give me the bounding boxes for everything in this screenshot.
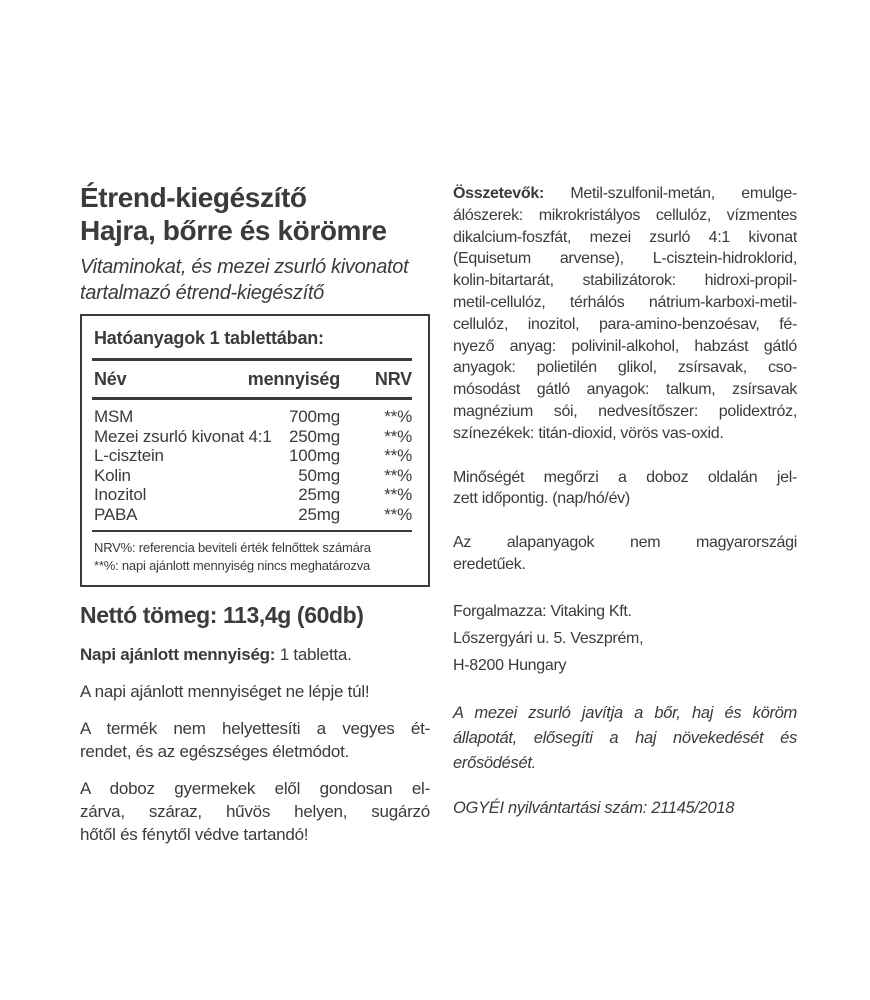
cell-nrv: **% [384, 504, 412, 524]
cell-amount: 25mg [298, 485, 340, 504]
ingredients-line: magnézium sói, nedvesítőszer: polidextróz, [453, 402, 797, 420]
health-claim-line3: erősödését. [453, 753, 536, 772]
origin-note [453, 532, 797, 576]
cell-name: PABA [94, 504, 138, 524]
origin-line2: eredetűek. [453, 555, 526, 573]
cell-amount: 250mg [289, 426, 340, 446]
table-body [92, 400, 412, 530]
cell-nrv: **% [384, 485, 412, 504]
origin-line1: Az alapanyagok nem magyarországi [453, 534, 797, 552]
cell-name: L-cisztein [94, 446, 164, 465]
ingredients-label: Összetevők: [453, 185, 544, 202]
warning-storage-line1: A doboz gyermekek elől gondosan el- [80, 779, 430, 798]
cell-nrv: **% [384, 465, 412, 485]
product-subtitle-line2: tartalmazó étrend-kiegészítő [80, 282, 324, 304]
distributor-name: Forgalmazza: Vitaking Kft. [453, 602, 632, 620]
column-header-name: Név [94, 369, 127, 389]
ingredients-line: cellulóz, inozitol, para-amino-benzoésav, fé- [453, 315, 797, 333]
product-subtitle-line1: Vitaminokat, és mezei zsurló kivonatot [80, 256, 409, 278]
ingredients-line: dikalcium-foszfát, mezei zsurló 4:1 kivonat [453, 228, 797, 246]
table-footnotes [92, 532, 412, 575]
cell-nrv: **% [384, 426, 412, 446]
best-before-line1: Minőségét megőrzi a doboz oldalán jel- [453, 468, 797, 486]
warning-storage [80, 777, 430, 846]
warning-storage-line2: zárva, száraz, hűvös helyen, sugárzó [80, 802, 430, 821]
ingredients-line: nyező anyag: polivinil-alkohol, habzást gátló [453, 337, 797, 355]
column-header-amount: mennyiség [247, 369, 340, 389]
ingredients-paragraph [453, 183, 797, 445]
cell-nrv: **% [384, 446, 412, 465]
net-weight: Nettó tömeg: 113,4g (60db) [80, 602, 364, 628]
table-header-row [92, 361, 412, 397]
cell-amount: 25mg [298, 504, 340, 524]
ingredients-line: színezékek: titán-dioxid, vörös vas-oxid. [453, 424, 724, 442]
health-claim [453, 701, 797, 776]
health-claim-line1: A mezei zsurló javítja a bőr, haj és köröm [453, 703, 797, 722]
ingredients-line: álószerek: mikrokristályos cellulóz, vízmentes [453, 206, 797, 224]
cell-name: Mezei zsurló kivonat 4:1 [94, 426, 272, 446]
registration-text: OGYÉI nyilvántartási szám: 21145/2018 [453, 798, 735, 817]
cell-amount: 700mg [289, 407, 340, 426]
registration-number [453, 798, 797, 820]
product-title [80, 181, 430, 247]
table-row [94, 485, 412, 505]
ingredients-line: metil-cellulóz, térhálós nátrium-karboxi-metil- [453, 293, 797, 311]
warning-diet [80, 717, 430, 763]
ingredients-line: anyagok: polietilén glikol, zsírsavak, cso- [453, 359, 797, 377]
best-before-note [453, 467, 797, 511]
warning-storage-line3: hőtől és fénytől védve tartandó! [80, 825, 309, 844]
actives-table-title: Hatóanyagok 1 tablettában: [94, 328, 324, 348]
daily-dose-value: 1 tabletta. [279, 645, 352, 664]
best-before-line2: zett időpontig. (nap/hó/év) [453, 490, 630, 508]
footnote-daily: **%: napi ajánlott mennyiség nincs meghatározva [94, 558, 371, 573]
table-row [94, 466, 412, 486]
daily-dose [80, 643, 430, 666]
product-title-line2: Hajra, bőrre és körömre [80, 215, 387, 246]
ingredients-line: (Equisetum arvense), L-cisztein-hidroklorid, [453, 250, 797, 268]
left-column [80, 181, 430, 846]
distributor-street: Lőszergyári u. 5. Veszprém, [453, 629, 644, 647]
cell-nrv: **% [384, 407, 412, 426]
right-column [453, 183, 797, 820]
daily-dose-label: Napi ajánlott mennyiség: [80, 645, 276, 664]
footnote-nrv: NRV%: referencia beviteli érték felnőttek számára [94, 540, 371, 555]
product-subtitle [80, 254, 430, 306]
health-claim-line2: állapotát, elősegíti a haj növekedését és [453, 728, 797, 747]
cell-name: MSM [94, 407, 134, 426]
table-row [94, 446, 412, 466]
ingredients-line0-text: Metil-szulfonil-metán, emulge- [570, 185, 797, 202]
cell-name: Kolin [94, 465, 131, 485]
warning-diet-line1: A termék nem helyettesíti a vegyes ét- [80, 719, 430, 738]
table-row [94, 427, 412, 447]
warning-dose: A napi ajánlott mennyiséget ne lépje túl! [80, 682, 370, 701]
ingredients-line: kolin-bitartarát, stabilizátorok: hidroxi-propil- [453, 272, 797, 290]
actives-table [80, 314, 430, 587]
ingredients-line [453, 183, 797, 205]
product-title-line1: Étrend-kiegészítő [80, 182, 307, 213]
distributor-address [453, 598, 797, 679]
cell-amount: 50mg [298, 465, 340, 485]
ingredients-line: mósodást gátló anyagok: talkum, zsírsavak [453, 381, 797, 399]
table-row [94, 407, 412, 427]
warning-diet-line2: rendet, és az egészséges életmódot. [80, 742, 350, 761]
cell-name: Inozitol [94, 485, 147, 504]
table-row [94, 505, 412, 525]
cell-amount: 100mg [289, 446, 340, 465]
column-header-nrv: NRV [374, 369, 412, 389]
distributor-country: H-8200 Hungary [453, 656, 567, 674]
